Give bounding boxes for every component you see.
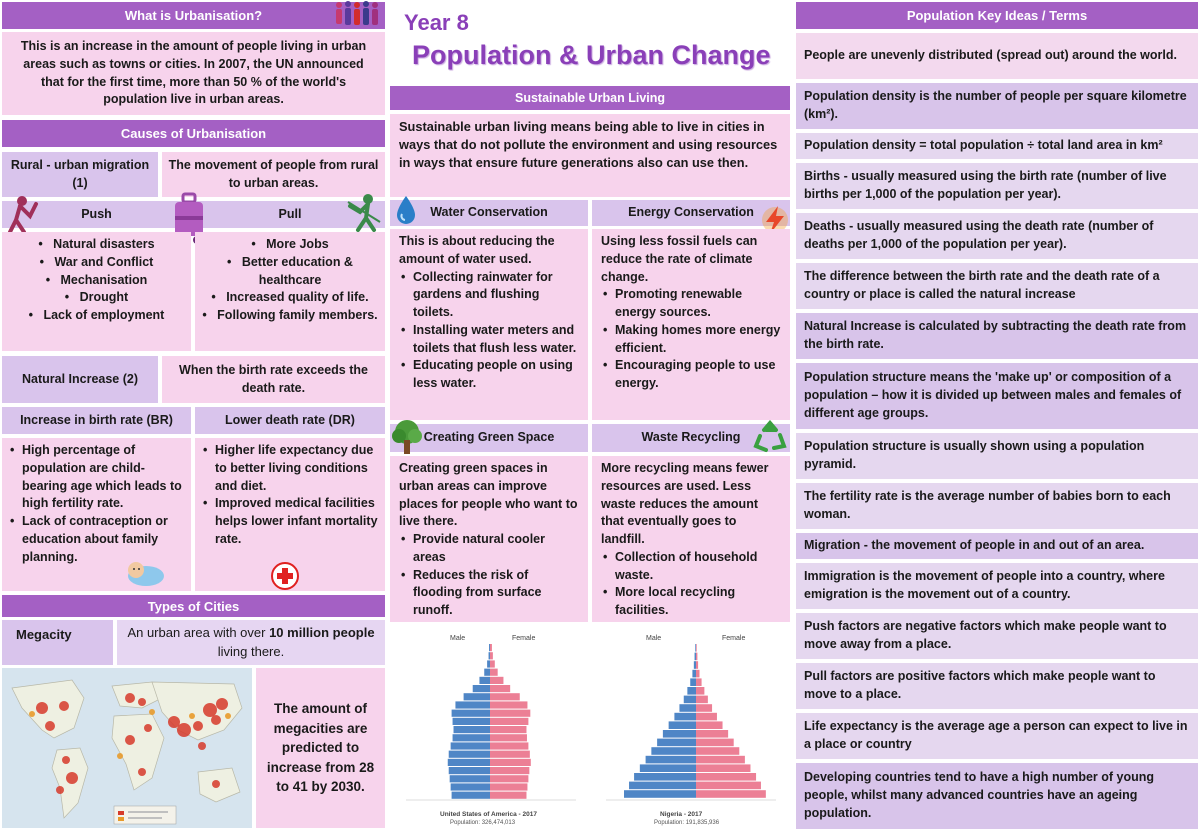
energy-conservation-list <box>601 286 781 393</box>
nigeria-male-bar <box>695 653 696 661</box>
waste-recycling-point: • Collection of household waste. <box>601 549 781 585</box>
usa-male-bar <box>473 685 490 692</box>
energy-conservation-point: • Promoting renewable energy sources. <box>601 286 781 322</box>
natural-increase-label: Natural Increase (2) <box>2 356 158 403</box>
pull-factor: • More Jobs <box>201 236 379 254</box>
usa-female-bar <box>490 693 520 700</box>
waste-recycling-point: • More local recycling facilities. <box>601 584 781 620</box>
usa-female-bar <box>490 767 529 774</box>
usa-male-bar <box>451 783 490 790</box>
usa-male-label: Male <box>450 635 466 642</box>
usa-male-bar <box>451 742 490 749</box>
energy-conservation-point: • Making homes more energy efficient. <box>601 322 781 358</box>
pull-factor: • Better education & healthcare <box>201 254 379 290</box>
usa-female-bar <box>490 685 510 692</box>
nigeria-male-bar <box>692 670 696 678</box>
pull-factor: • Following family members. <box>201 307 379 325</box>
pull-factors-list <box>201 236 379 325</box>
nigeria-caption: Nigeria - 2017 <box>660 811 703 818</box>
usa-male-bar <box>484 669 490 676</box>
sustainable-living-header: Sustainable Urban Living <box>390 86 790 110</box>
pull-factor: • Increased quality of life. <box>201 289 379 307</box>
key-term-item: Population structure is usually shown using a population pyramid. <box>796 433 1198 479</box>
nigeria-female-bar <box>696 653 697 661</box>
waste-recycling-header: Waste Recycling <box>592 424 790 452</box>
usa-female-bar <box>490 726 526 733</box>
rural-urban-label: Rural - urban migration (1) <box>2 152 158 197</box>
key-term-item: Population structure means the 'make up' or composition of a population – how it is divided up between males and females of different age groups. <box>796 363 1198 429</box>
green-space-list <box>399 531 579 620</box>
nigeria-population: Population: 191,835,936 <box>654 820 720 826</box>
push-factor: • Drought <box>8 289 185 307</box>
waste-recycling-box <box>592 456 790 622</box>
water-conservation-point: • Educating people on using less water. <box>399 357 579 393</box>
nigeria-female-bar <box>696 661 698 669</box>
usa-caption: United States of America - 2017 <box>440 811 537 818</box>
green-space-point: • Reduces the risk of flooding from surface runoff. <box>399 567 579 620</box>
usa-female-bar <box>490 669 498 676</box>
tree-icon <box>390 418 424 456</box>
usa-female-bar <box>490 660 495 667</box>
death-rate-list <box>201 442 379 549</box>
nigeria-male-bar <box>669 721 696 729</box>
causes-header: Causes of Urbanisation <box>2 120 385 147</box>
nigeria-female-bar <box>696 773 756 781</box>
birth-rate-point: • High percentage of population are child-bearing age which leads to high fertility rate. <box>8 442 185 513</box>
types-of-cities-header: Types of Cities <box>2 595 385 617</box>
key-term-item: The difference between the birth rate and the death rate of a country or place is called the natural increase <box>796 263 1198 309</box>
nigeria-female-bar <box>696 704 712 712</box>
nigeria-female-bar <box>696 739 734 747</box>
nigeria-male-bar <box>634 773 696 781</box>
nigeria-female-bar <box>696 756 745 764</box>
person-pulling-icon <box>346 192 384 232</box>
green-space-box <box>390 456 588 622</box>
usa-female-bar <box>490 759 531 766</box>
megacity-text-pre: An urban area with over <box>127 625 270 641</box>
push-factors-box <box>2 232 191 351</box>
nigeria-female-bar <box>696 730 728 738</box>
usa-female-bar <box>490 751 530 758</box>
green-space-point: • Provide natural cooler areas <box>399 531 579 567</box>
water-drop-icon <box>394 194 418 226</box>
water-conservation-list <box>399 269 579 393</box>
megacity-text-bold: 10 million people <box>269 625 375 641</box>
push-label: Push <box>2 201 191 228</box>
nigeria-female-bar <box>696 721 723 729</box>
birth-rate-point: • Lack of contraception or education about family planning. <box>8 513 185 566</box>
usa-male-bar <box>449 767 490 774</box>
usa-male-bar <box>454 726 490 733</box>
key-term-item: Deaths - usually measured using the death rate (number of deaths per 1,000 of the population per year). <box>796 213 1198 259</box>
usa-population: Population: 326,474,013 <box>450 820 516 826</box>
megacity-label: Megacity <box>2 620 113 665</box>
nigeria-female-bar <box>696 644 697 652</box>
birth-rate-label: Increase in birth rate (BR) <box>2 407 191 434</box>
nigeria-female-bar <box>696 782 761 790</box>
pull-factors-box <box>195 232 385 351</box>
nigeria-male-bar <box>646 756 696 764</box>
death-rate-point: • Higher life expectancy due to better living conditions and diet. <box>201 442 379 495</box>
nigeria-male-bar <box>690 678 696 686</box>
usa-male-bar <box>453 734 490 741</box>
usa-male-bar <box>452 710 490 717</box>
nigeria-female-bar <box>696 687 704 695</box>
green-space-header: Creating Green Space <box>390 424 588 452</box>
usa-female-bar <box>490 742 528 749</box>
nigeria-population-pyramid <box>592 628 788 828</box>
water-conservation-point: • Installing water meters and toilets that flush less water. <box>399 322 579 358</box>
water-conservation-box <box>390 229 588 420</box>
nigeria-male-bar <box>684 696 696 704</box>
nigeria-female-label: Female <box>722 635 746 642</box>
nigeria-male-bar <box>694 661 696 669</box>
usa-male-bar <box>450 775 490 782</box>
pull-label: Pull <box>195 201 385 228</box>
megacities-world-map <box>2 668 252 828</box>
key-term-item: Population density is the number of people per square kilometre (km²). <box>796 83 1198 129</box>
usa-female-bar <box>490 710 530 717</box>
usa-male-bar <box>449 751 490 758</box>
energy-conservation-header: Energy Conservation <box>592 200 790 226</box>
push-factors-list <box>8 236 185 325</box>
death-rate-point: • Improved medical facilities helps lower infant mortality rate. <box>201 495 379 548</box>
birth-rate-list <box>8 442 185 566</box>
people-group-icon <box>333 0 381 32</box>
urbanisation-header: What is Urbanisation? <box>2 2 385 29</box>
push-factor: • War and Conflict <box>8 254 185 272</box>
nigeria-female-bar <box>696 696 708 704</box>
baby-icon <box>122 556 166 588</box>
usa-female-label: Female <box>512 635 536 642</box>
nigeria-male-bar <box>674 713 696 721</box>
person-pushing-icon <box>4 194 44 234</box>
push-factor: • Natural disasters <box>8 236 185 254</box>
usa-male-bar <box>489 644 490 651</box>
megacity-text-post: living there. <box>217 643 285 659</box>
rural-urban-definition: The movement of people from rural to urban areas. <box>162 152 385 197</box>
water-conservation-intro: This is about reducing the amount of water used. <box>399 234 555 266</box>
nigeria-male-bar <box>663 730 696 738</box>
urbanisation-definition: This is an increase in the amount of people living in urban areas such as towns or cities. In 2007, the UN announced that for the first time, more than 50 % of the world's population live in urban areas. <box>2 32 385 115</box>
nigeria-male-bar <box>651 747 696 755</box>
recycle-icon <box>752 420 788 456</box>
key-terms-header: Population Key Ideas / Terms <box>796 2 1198 29</box>
usa-population-pyramid <box>392 628 588 828</box>
energy-conservation-box <box>592 229 790 420</box>
nigeria-female-bar <box>696 747 739 755</box>
usa-male-bar <box>489 652 490 659</box>
natural-increase-definition: When the birth rate exceeds the death rate. <box>162 356 385 403</box>
key-term-item: People are unevenly distributed (spread out) around the world. <box>796 33 1198 79</box>
waste-recycling-list <box>601 549 781 620</box>
usa-female-bar <box>490 734 527 741</box>
usa-female-bar <box>490 701 527 708</box>
nigeria-male-bar <box>679 704 696 712</box>
sustainable-living-definition: Sustainable urban living means being able to live in cities in ways that do not pollute the environment and using resources in ways that ensure future generations also can use then. <box>390 114 790 197</box>
key-term-item: Immigration is the movement of people into a country, where emigration is the movement out of a country. <box>796 563 1198 609</box>
usa-male-bar <box>448 759 490 766</box>
key-term-item: Push factors are negative factors which make people want to move away from a place. <box>796 613 1198 659</box>
energy-conservation-intro: Using less fossil fuels can reduce the rate of climate change. <box>601 234 758 284</box>
key-term-item: Migration - the movement of people in and out of an area. <box>796 533 1198 559</box>
usa-female-bar <box>490 652 493 659</box>
key-term-item: Natural Increase is calculated by subtracting the death rate from the birth rate. <box>796 313 1198 359</box>
megacity-prediction: The amount of megacities are predicted to increase from 28 to 41 by 2030. <box>256 668 385 828</box>
year-label: Year 8 <box>404 10 469 35</box>
nigeria-female-bar <box>696 790 766 798</box>
green-space-intro: Creating green spaces in urban areas can improve places for people who want to live there. <box>399 461 578 529</box>
push-factor: • Mechanisation <box>8 272 185 290</box>
energy-conservation-point: • Encouraging people to use energy. <box>601 357 781 393</box>
nigeria-female-bar <box>696 678 702 686</box>
usa-female-bar <box>490 644 492 651</box>
nigeria-female-bar <box>696 713 717 721</box>
nigeria-female-bar <box>696 764 750 772</box>
usa-male-bar <box>487 660 490 667</box>
death-rate-label: Lower death rate (DR) <box>195 407 385 434</box>
usa-female-bar <box>490 775 528 782</box>
nigeria-male-label: Male <box>646 635 662 642</box>
nigeria-male-bar <box>695 644 696 652</box>
medical-cross-icon <box>271 562 299 590</box>
nigeria-male-bar <box>629 782 696 790</box>
nigeria-male-bar <box>687 687 696 695</box>
nigeria-male-bar <box>624 790 696 798</box>
key-term-item: Life expectancy is the average age a person can expect to live in a place or country <box>796 713 1198 759</box>
megacity-definition <box>117 620 385 665</box>
usa-female-bar <box>490 677 503 684</box>
usa-female-bar <box>490 792 526 799</box>
usa-male-bar <box>479 677 490 684</box>
page-title: Population & Urban Change <box>412 40 771 70</box>
usa-male-bar <box>455 701 490 708</box>
water-conservation-header: Water Conservation <box>390 200 588 226</box>
key-term-item: Births - usually measured using the birth rate (number of live births per 1,000 of the population per year). <box>796 163 1198 209</box>
usa-female-bar <box>490 718 528 725</box>
nigeria-female-bar <box>696 670 699 678</box>
water-conservation-point: • Collecting rainwater for gardens and flushing toilets. <box>399 269 579 322</box>
usa-male-bar <box>452 792 490 799</box>
key-term-item: Developing countries tend to have a high number of young people, whilst many advanced countries have an ageing population. <box>796 763 1198 829</box>
usa-male-bar <box>453 718 490 725</box>
usa-female-bar <box>490 783 527 790</box>
key-term-item: The fertility rate is the average number of babies born to each woman. <box>796 483 1198 529</box>
nigeria-male-bar <box>640 764 696 772</box>
usa-male-bar <box>464 693 490 700</box>
nigeria-male-bar <box>657 739 696 747</box>
key-term-item: Pull factors are positive factors which make people want to move to a place. <box>796 663 1198 709</box>
push-factor: • Lack of employment <box>8 307 185 325</box>
waste-recycling-intro: More recycling means fewer resources are used. Less waste reduces the amount that eventually goes to landfill. <box>601 461 769 546</box>
key-term-item: Population density = total population ÷ total land area in km² <box>796 133 1198 159</box>
